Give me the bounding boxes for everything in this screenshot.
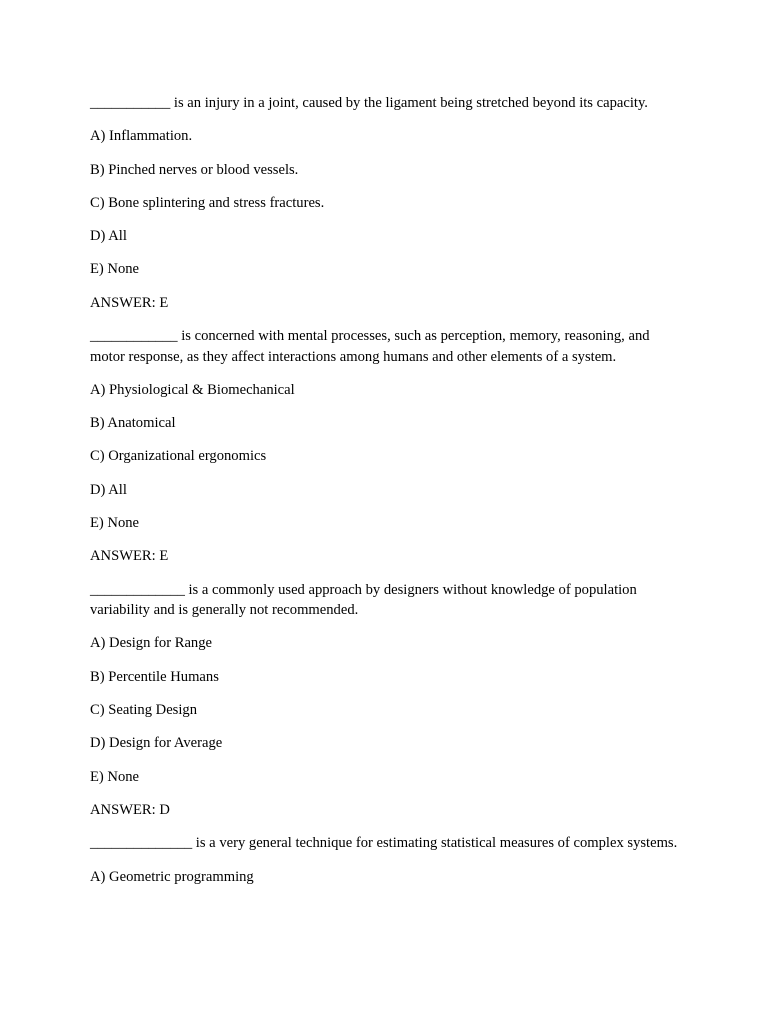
question-1-option-a: A) Inflammation. [90, 128, 193, 145]
question-4-option-a: A) Geometric programming [90, 868, 254, 885]
question-2-option-a: A) Physiological & Biomechanical [90, 381, 295, 398]
question-1-stem: ___________ is an injury in a joint, caused by the ligament being stretched beyond its capacity. [90, 95, 648, 111]
question-3-stem: _____________ is a commonly used approach by designers without knowledge of population variability and is generally not recommended. [90, 581, 637, 619]
question-4-stem: ______________ is a very general technique for estimating statistical measures of complex systems. [90, 835, 678, 852]
question-2-option-b: B) Anatomical [90, 415, 176, 432]
question-2-stem: ____________ is concerned with mental processes, such as perception, memory, reasoning, and motor response, as they affect interactions among humans and other elements of a system. [90, 328, 650, 365]
question-3-option-b: B) Percentile Humans [90, 668, 219, 685]
question-1-option-d: D) All [90, 228, 127, 245]
question-3-option-d: D) Design for Average [90, 735, 223, 752]
question-3-option-a: A) Design for Range [90, 635, 212, 652]
question-3-option-c: C) Seating Design [90, 702, 198, 719]
question-2-option-c: C) Organizational ergonomics [90, 448, 267, 465]
question-2-answer: ANSWER: E [90, 548, 169, 565]
question-3-option-e: E) None [90, 768, 140, 785]
question-1-option-e: E) None [90, 261, 140, 278]
question-1-option-b: B) Pinched nerves or blood vessels. [90, 161, 299, 178]
question-2-option-d: D) All [90, 481, 127, 498]
question-1-option-c: C) Bone splintering and stress fractures. [90, 194, 325, 211]
question-2-option-e: E) None [90, 515, 140, 532]
document-content [90, 93, 685, 900]
question-3-answer: ANSWER: D [90, 801, 170, 818]
question-1-answer: ANSWER: E [90, 294, 169, 311]
